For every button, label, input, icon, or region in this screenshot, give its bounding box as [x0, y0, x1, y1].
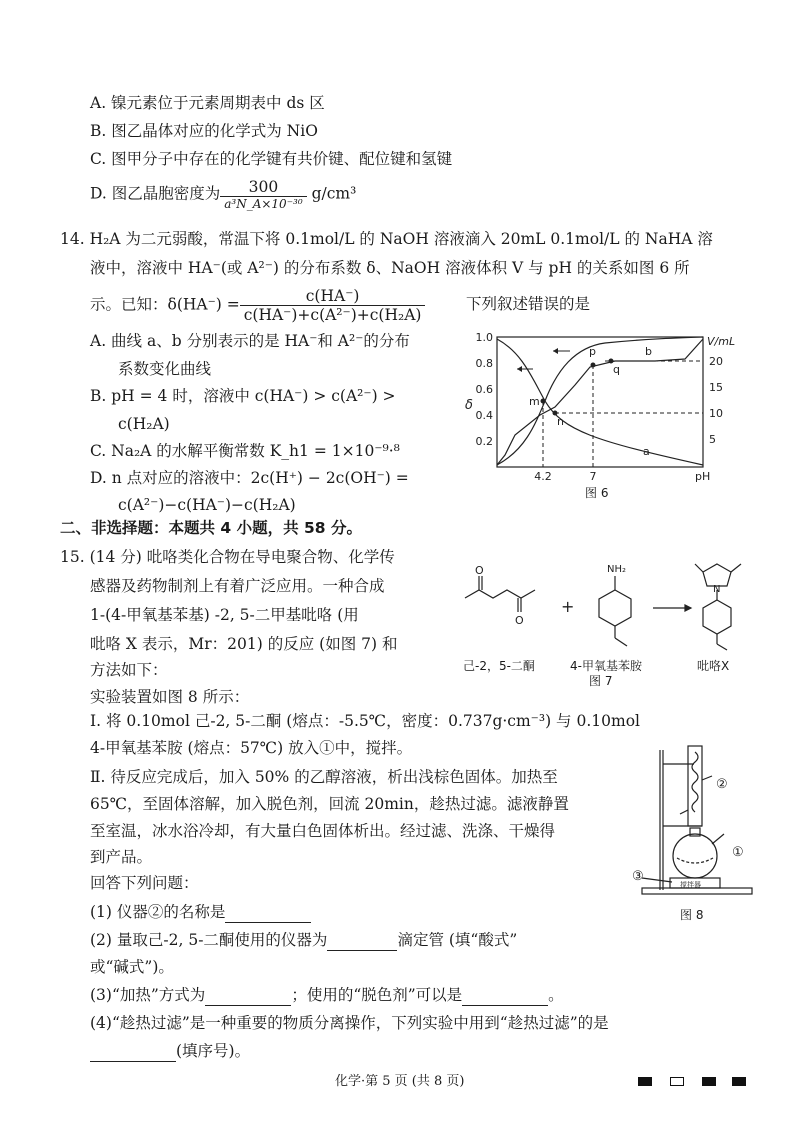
q15-line2: 感器及药物制剂上有着广泛应用。一种合成	[90, 577, 385, 595]
q13-option-c: C. 图甲分子中存在的化学键有共价键、配位键和氢键	[90, 150, 453, 168]
left-tick: 0.4	[475, 409, 493, 422]
distribution-fraction	[240, 287, 426, 324]
stirrer-label: 搅拌器	[680, 881, 701, 889]
label-1: ①	[732, 845, 744, 860]
step-2-line4: 到产品。	[90, 848, 153, 866]
subq-4-cont	[90, 1041, 250, 1062]
n-atom-label: N	[713, 584, 721, 595]
left-tick: 0.6	[475, 383, 493, 396]
svg-text:O: O	[515, 614, 524, 627]
step-1-line1: Ⅰ. 将 0.10mol 己-2, 5-二酮 (熔点：-5.5℃，密度：0.737g·cm⁻³) 与 0.10mol	[90, 712, 640, 730]
point-label: n	[557, 415, 564, 428]
left-tick: 0.2	[475, 435, 493, 448]
q15-line4: 吡咯 X 表示，Mr：201) 的反应 (如图 7) 和	[90, 635, 398, 653]
point-label: p	[589, 345, 596, 358]
q13-option-d	[90, 178, 356, 211]
q14-option-d-line2: c(A²⁻)−c(HA⁻)−c(H₂A)	[118, 496, 296, 514]
subq-1	[90, 902, 311, 923]
q14-option-b-line1: B. pH = 4 时，溶液中 c(HA⁻) > c(A²⁻) >	[90, 387, 396, 405]
right-tick: 15	[709, 381, 723, 394]
reagent-2-label: 4-甲氧基苯胺	[570, 659, 642, 673]
step-2-line3: 至室温，冰水浴冷却，有大量白色固体析出。经过滤、洗涤、干燥得	[90, 822, 556, 840]
right-tick: 10	[709, 407, 723, 420]
q14-stem-line2: 液中，溶液中 HA⁻(或 A²⁻) 的分布系数 δ、NaOH 溶液体积 V 与 pH 的关系如图 6 所	[90, 259, 690, 277]
subq-2-text-b: 滴定管 (填“酸式”	[397, 931, 518, 949]
curve-label: b	[645, 345, 652, 358]
q14-stem-line1: 14. H₂A 为二元弱酸，常温下将 0.1mol/L 的 NaOH 溶液滴入 20mL 0.1mol/L 的 NaHA 溶	[60, 230, 713, 248]
figure-8-apparatus	[632, 740, 762, 915]
subq-1-text: (1) 仪器②的名称是	[90, 903, 226, 921]
q14-known	[90, 287, 425, 324]
q13-density-fraction	[220, 178, 306, 211]
q14-option-c: C. Na₂A 的水解平衡常数 K_h1 = 1×10⁻⁹·⁸	[90, 442, 400, 460]
q14-option-b-line2: c(H₂A)	[118, 415, 170, 433]
left-tick: 1.0	[475, 331, 493, 344]
density-unit: g/cm³	[311, 184, 357, 203]
subq-3-text-a: (3)“加热”方式为	[90, 986, 206, 1004]
step-2-line2: 65℃，至固体溶解，加入脱色剂，回流 20min，趁热过滤。滤液静置	[90, 795, 569, 813]
answer-blank[interactable]	[462, 985, 548, 1006]
footer-mark	[702, 1077, 716, 1086]
step-1-line2: 4-甲氧基苯胺 (熔点：57℃) 放入①中，搅拌。	[90, 739, 413, 757]
subq-3-text-b: ；使用的“脱色剂”可以是	[291, 986, 463, 1004]
point-label: m	[529, 395, 540, 408]
figure-7-caption: 图 7	[589, 674, 613, 688]
x-axis-label: pH	[695, 470, 711, 483]
product-label: 吡咯X	[697, 659, 730, 673]
subq-4-text-b: (填序号)。	[176, 1042, 251, 1060]
questions-intro: 回答下列问题：	[90, 874, 199, 892]
point-label: q	[613, 363, 620, 376]
q13-option-d-prefix: D. 图乙晶胞密度为	[90, 184, 221, 203]
q15-line6: 实验装置如图 8 所示：	[90, 688, 250, 706]
svg-text:O: O	[475, 564, 484, 577]
subq-3	[90, 985, 564, 1006]
figure-8-caption: 图 8	[680, 908, 704, 922]
left-tick: 0.8	[475, 357, 493, 370]
answer-blank[interactable]	[90, 1041, 176, 1062]
x-tick: 7	[589, 470, 597, 483]
page-footer: 化学·第 5 页 (共 8 页)	[335, 1074, 465, 1089]
subq-4: (4)“趁热过滤”是一种重要的物质分离操作，下列实验中用到“趁热过滤”的是	[90, 1014, 609, 1032]
volume-axis-label: V/mL	[707, 335, 736, 348]
subq-3-text-c: 。	[548, 986, 564, 1004]
known-prefix: 示。已知：δ(HA⁻) =	[90, 295, 240, 314]
section-2-heading: 二、非选择题：本题共 4 小题，共 58 分。	[60, 519, 362, 537]
delta-axis-label: δ	[465, 398, 473, 413]
q15-line3: 1-(4-甲氧基苯基) -2, 5-二甲基吡咯 (用	[90, 606, 359, 624]
q15-line1: 15. (14 分) 吡咯类化合物在导电聚合物、化学传	[60, 548, 395, 566]
q14-option-d-line1: D. n 点对应的溶液中：2c(H⁺) − 2c(OH⁻) =	[90, 469, 409, 487]
subq-2	[90, 930, 517, 951]
nh2-label: NH₂	[607, 564, 627, 575]
q13-option-b: B. 图乙晶体对应的化学式为 NiO	[90, 122, 318, 140]
figure-6-graph	[445, 325, 745, 500]
fraction-denominator: c(HA⁻)+c(A²⁻)+c(H₂A)	[243, 306, 422, 324]
curve-label: a	[643, 445, 650, 458]
footer-mark	[638, 1077, 652, 1086]
q14-option-a-line1: A. 曲线 a、b 分别表示的是 HA⁻和 A²⁻的分布	[90, 332, 410, 350]
plus-sign: +	[561, 597, 575, 616]
q13-option-a: A. 镍元素位于元素周期表中 ds 区	[90, 94, 325, 112]
fraction-numerator: 300	[220, 178, 306, 197]
subq-2-text-a: (2) 量取己-2, 5-二酮使用的仪器为	[90, 931, 328, 949]
right-tick: 5	[709, 433, 716, 446]
subq-2-cont: 或“碱式”)。	[90, 958, 174, 976]
label-3: ③	[632, 869, 644, 884]
answer-blank[interactable]	[327, 930, 397, 951]
q14-question: 下列叙述错误的是	[466, 295, 591, 313]
reagent-1-label: 己-2，5-二酮	[463, 659, 535, 673]
right-tick: 20	[709, 355, 723, 368]
footer-mark	[670, 1077, 684, 1086]
fraction-denominator: a³N_A×10⁻³⁰	[224, 197, 303, 211]
step-2-line1: Ⅱ. 待反应完成后，加入 50% 的乙醇溶液，析出浅棕色固体。加热至	[90, 768, 558, 786]
x-tick: 4.2	[534, 470, 552, 483]
label-2: ②	[716, 777, 728, 792]
q14-option-a-line2: 系数变化曲线	[118, 360, 212, 378]
answer-blank[interactable]	[225, 902, 311, 923]
fraction-numerator: c(HA⁻)	[240, 287, 426, 306]
figure-6-caption: 图 6	[585, 486, 609, 500]
q15-line5: 方法如下：	[90, 661, 168, 679]
footer-mark	[732, 1077, 746, 1086]
answer-blank[interactable]	[205, 985, 291, 1006]
